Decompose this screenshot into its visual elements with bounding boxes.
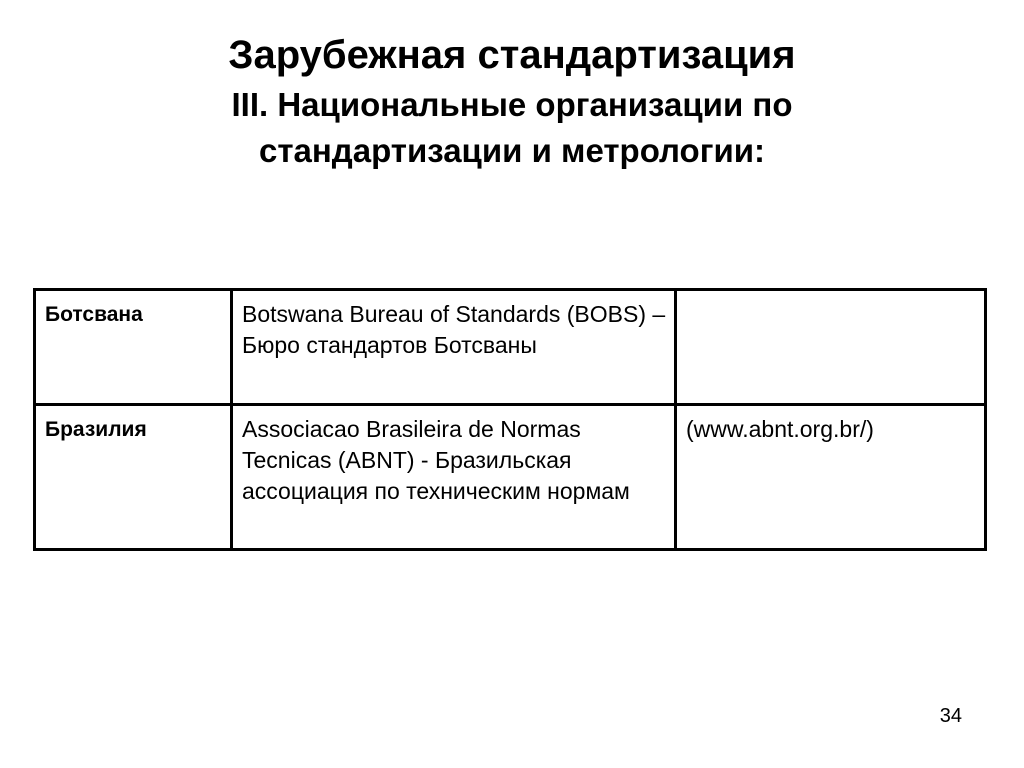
website-cell: (www.abnt.org.br/): [676, 405, 986, 550]
table-row: [35, 290, 986, 405]
organization-cell: Botswana Bureau of Standards (BOBS) – Бюро стандартов Ботсваны: [232, 290, 676, 405]
organization-cell: Associacao Brasileira de Normas Tecnicas (ABNT) - Бразильская ассоциация по техническим нормам: [232, 405, 676, 550]
subtitle-line-1: III. Национальные организации по: [231, 86, 793, 123]
website-cell: [676, 290, 986, 405]
subtitle-line-2: стандартизации и метрологии:: [258, 132, 766, 169]
organizations-table: [33, 288, 987, 551]
slide-title: [0, 30, 1024, 174]
country-cell: Бразилия: [35, 405, 232, 550]
table-row: [35, 405, 986, 550]
page-title: Зарубежная стандартизация: [228, 33, 796, 77]
subtitle: [0, 82, 1024, 174]
country-cell: Ботсвана: [35, 290, 232, 405]
page-number: 34: [939, 705, 962, 727]
